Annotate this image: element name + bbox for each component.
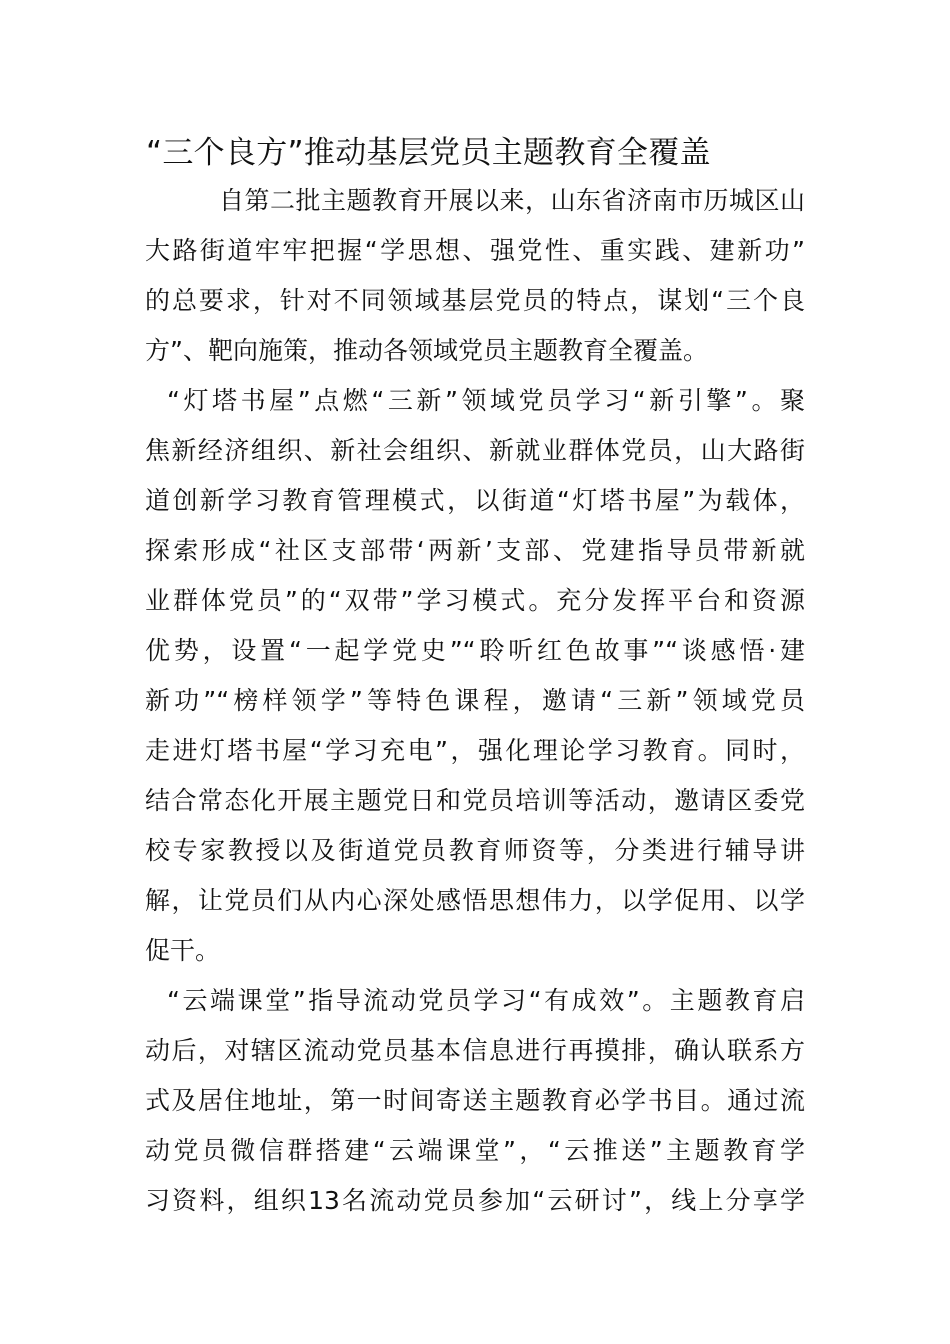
text-line: 新功”“榜样领学”等特色课程，邀请“三新”领域党员 xyxy=(145,686,805,715)
text-line: 式及居住地址，第一时间寄送主题教育必学书目。通过流 xyxy=(145,1086,805,1115)
text-line: “灯塔书屋”点燃“三新”领域党员学习“新引擎”。聚 xyxy=(167,386,805,415)
text-line: 焦新经济组织、新社会组织、新就业群体党员，山大路街 xyxy=(145,436,805,465)
text-line: 方”、靶向施策，推动各领域党员主题教育全覆盖。 xyxy=(145,336,708,365)
text-line: 动党员微信群搭建“云端课堂”，“云推送”主题教育学 xyxy=(145,1136,805,1165)
text-line: 走进灯塔书屋“学习充电”，强化理论学习教育。同时， xyxy=(145,736,805,765)
text-line: 大路街道牢牢把握“学思想、强党性、重实践、建新功” xyxy=(145,236,805,265)
text-line: “云端课堂”指导流动党员学习“有成效”。主题教育启 xyxy=(167,986,805,1015)
text-line: 促干。 xyxy=(145,936,221,965)
text-line: 解，让党员们从内心深处感悟思想伟力，以学促用、以学 xyxy=(145,886,805,915)
document-body xyxy=(145,176,805,1226)
text-line: 结合常态化开展主题党日和党员培训等活动，邀请区委党 xyxy=(145,786,805,815)
text-line: 动后，对辖区流动党员基本信息进行再摸排，确认联系方 xyxy=(145,1036,805,1065)
document-title: “三个良方”推动基层党员主题教育全覆盖 xyxy=(146,135,711,171)
text-line: 习资料，组织13名流动党员参加“云研讨”，线上分享学 xyxy=(145,1186,805,1215)
text-line: 校专家教授以及街道党员教育师资等，分类进行辅导讲 xyxy=(145,836,805,865)
text-line: 道创新学习教育管理模式，以街道“灯塔书屋”为载体， xyxy=(145,486,805,515)
text-line: 自第二批主题教育开展以来，山东省济南市历城区山 xyxy=(219,186,805,215)
text-line: 探索形成“社区支部带‘两新’支部、党建指导员带新就 xyxy=(145,536,805,565)
text-line: 优势，设置“一起学党史”“聆听红色故事”“谈感悟·建 xyxy=(145,636,805,665)
text-line: 业群体党员”的“双带”学习模式。充分发挥平台和资源 xyxy=(145,586,805,615)
text-line: 的总要求，针对不同领域基层党员的特点，谋划“三个良 xyxy=(145,286,805,315)
